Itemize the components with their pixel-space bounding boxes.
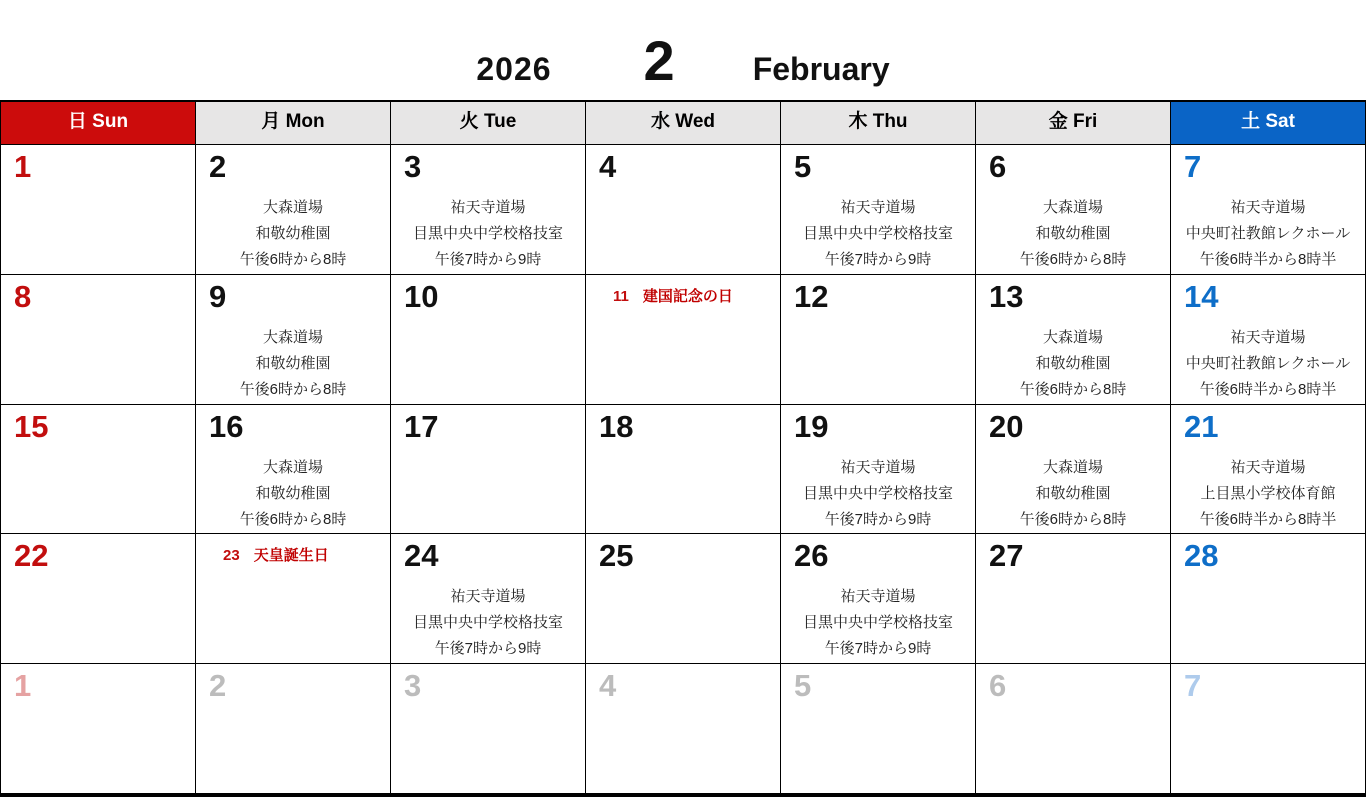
- day-header: [1171, 147, 1365, 189]
- weekday-header-2: 火 Tue: [391, 102, 586, 145]
- event-line: 祐天寺道場: [1230, 328, 1306, 346]
- day-header: [391, 277, 585, 319]
- event-list: [1171, 455, 1365, 533]
- day-number: 9: [209, 278, 227, 314]
- day-cell: [391, 405, 586, 535]
- day-header: [196, 147, 390, 189]
- day-cell: [1, 275, 196, 405]
- day-header: [1171, 407, 1365, 449]
- day-cell: [781, 405, 976, 535]
- day-header: [976, 147, 1170, 189]
- day-cell: [781, 145, 976, 275]
- day-cell: [391, 275, 586, 405]
- day-number: 15: [14, 408, 49, 444]
- event-list: [781, 455, 975, 533]
- day-header: [1, 666, 195, 708]
- event-list: [976, 455, 1170, 533]
- weekday-header-4: 木 Thu: [781, 102, 976, 145]
- event-line: 大森道場: [262, 328, 323, 346]
- event-line: 午後7時から9時: [434, 640, 542, 658]
- calendar-title: [0, 0, 1366, 100]
- day-number: 19: [794, 408, 829, 444]
- holiday-label: 建国記念の日: [642, 287, 733, 305]
- day-header: [1, 536, 195, 578]
- day-header: [1, 277, 195, 319]
- day-number: 11: [613, 287, 629, 305]
- event-line: 午後6時から8時: [1019, 510, 1127, 528]
- day-number: 14: [1184, 278, 1219, 314]
- event-line: 大森道場: [262, 199, 323, 216]
- day-cell: [781, 275, 976, 405]
- event-line: 和敬幼稚園: [1035, 225, 1111, 242]
- event-line: 和敬幼稚園: [255, 484, 331, 502]
- event-line: 午後6時から8時: [1019, 380, 1127, 398]
- day-cell: [586, 275, 781, 405]
- event-line: 大森道場: [1042, 328, 1103, 346]
- event-line: 午後6時半から8時半: [1199, 380, 1337, 398]
- event-line: 午後7時から9時: [824, 640, 932, 658]
- day-header: [781, 277, 975, 319]
- day-cell: [976, 405, 1171, 535]
- event-line: 祐天寺道場: [840, 199, 916, 216]
- event-list: [391, 195, 585, 273]
- event-line: 大森道場: [262, 458, 323, 476]
- day-cell: [1171, 275, 1366, 405]
- day-number: 10: [404, 278, 439, 314]
- day-cell: [586, 145, 781, 275]
- event-line: 祐天寺道場: [450, 199, 526, 216]
- day-header: [391, 666, 585, 708]
- day-number: 3: [404, 668, 422, 704]
- day-number: 13: [989, 278, 1024, 314]
- day-number: 2: [209, 668, 227, 704]
- day-number: 7: [1184, 668, 1202, 704]
- day-header: [586, 666, 780, 708]
- event-line: 中央町社教館レクホール: [1185, 225, 1351, 242]
- day-header: [391, 536, 585, 578]
- event-list: [1171, 195, 1365, 273]
- event-line: 祐天寺道場: [840, 588, 916, 606]
- event-line: 午後7時から9時: [824, 251, 932, 268]
- event-line: 目黒中央中学校格技室: [802, 484, 953, 502]
- day-number: 18: [599, 408, 634, 444]
- weekday-header-0: 日 Sun: [1, 102, 196, 145]
- title-month-number: 2: [643, 29, 675, 92]
- event-list: [196, 195, 390, 273]
- day-cell: [586, 405, 781, 535]
- day-cell: [196, 534, 391, 664]
- day-number: 6: [989, 149, 1007, 184]
- day-cell: [1, 405, 196, 535]
- event-line: 中央町社教館レクホール: [1185, 354, 1351, 372]
- day-number: 12: [794, 278, 829, 314]
- day-header: [1171, 536, 1365, 578]
- day-cell: [1171, 534, 1366, 664]
- weekday-header-3: 水 Wed: [586, 102, 781, 145]
- day-header: [1, 147, 195, 189]
- day-header: [976, 666, 1170, 708]
- day-header: [976, 536, 1170, 578]
- day-number: 6: [989, 668, 1007, 704]
- day-header: [1, 407, 195, 449]
- day-header: [976, 277, 1170, 319]
- day-number: 3: [404, 149, 422, 184]
- holiday-label: 天皇誕生日: [253, 547, 329, 565]
- weekday-header-1: 月 Mon: [196, 102, 391, 145]
- day-number: 26: [794, 538, 829, 574]
- event-list: [781, 195, 975, 273]
- day-cell: [391, 664, 586, 794]
- day-header: [196, 277, 390, 319]
- day-header: [781, 536, 975, 578]
- day-cell: [781, 664, 976, 794]
- day-header: [781, 147, 975, 189]
- event-line: 午後6時から8時: [239, 380, 347, 398]
- day-cell: [196, 275, 391, 405]
- day-cell: [586, 664, 781, 794]
- event-line: 大森道場: [1042, 199, 1103, 216]
- event-line: 和敬幼稚園: [255, 354, 331, 372]
- event-line: 祐天寺道場: [840, 458, 916, 476]
- day-header: [586, 536, 780, 578]
- day-cell: [391, 145, 586, 275]
- weekday-header-5: 金 Fri: [976, 102, 1171, 145]
- day-cell: [781, 534, 976, 664]
- event-list: [976, 325, 1170, 403]
- day-number: 2: [209, 149, 227, 184]
- event-line: 午後6時から8時: [239, 251, 347, 268]
- event-list: [1171, 325, 1365, 403]
- event-line: 和敬幼稚園: [1035, 484, 1111, 502]
- day-number: 24: [404, 538, 439, 574]
- event-line: 目黒中央中学校格技室: [412, 614, 563, 632]
- event-line: 和敬幼稚園: [255, 225, 331, 242]
- title-month-name: February: [752, 51, 890, 87]
- day-cell: [1, 145, 196, 275]
- day-cell: [1171, 145, 1366, 275]
- event-list: [391, 584, 585, 662]
- day-header: [196, 536, 390, 578]
- event-list: [976, 195, 1170, 273]
- event-line: 目黒中央中学校格技室: [802, 614, 953, 632]
- day-number: 4: [599, 668, 617, 704]
- day-cell: [196, 664, 391, 794]
- day-number: 16: [209, 408, 244, 444]
- event-line: 祐天寺道場: [450, 588, 526, 606]
- day-cell: [1, 534, 196, 664]
- day-header: [391, 407, 585, 449]
- event-line: 祐天寺道場: [1230, 458, 1306, 476]
- day-header: [196, 666, 390, 708]
- day-cell: [586, 534, 781, 664]
- day-header: [1171, 277, 1365, 319]
- day-cell: [1171, 664, 1366, 794]
- day-header: [781, 666, 975, 708]
- day-number: 8: [14, 278, 32, 314]
- event-line: 目黒中央中学校格技室: [412, 225, 563, 242]
- day-header: [1171, 666, 1365, 708]
- day-header: [976, 407, 1170, 449]
- calendar-grid: [0, 100, 1366, 797]
- event-line: 午後6時半から8時半: [1199, 510, 1337, 528]
- day-cell: [1, 664, 196, 794]
- event-line: 上目黒小学校体育館: [1200, 484, 1336, 502]
- day-cell: [976, 145, 1171, 275]
- day-number: 20: [989, 408, 1024, 444]
- day-number: 5: [794, 149, 812, 184]
- day-number: 1: [14, 149, 32, 184]
- event-list: [196, 325, 390, 403]
- event-line: 午後6時から8時: [239, 510, 347, 528]
- day-cell: [976, 664, 1171, 794]
- event-list: [196, 455, 390, 533]
- event-line: 午後6時半から8時半: [1199, 251, 1337, 268]
- day-number: 7: [1184, 149, 1202, 184]
- title-year: 2026: [476, 51, 552, 87]
- day-number: 21: [1184, 408, 1219, 444]
- day-number: 5: [794, 668, 812, 704]
- day-header: [586, 147, 780, 189]
- day-header: [586, 277, 780, 319]
- day-cell: [1171, 405, 1366, 535]
- day-header: [391, 147, 585, 189]
- day-number: 4: [599, 149, 617, 184]
- day-cell: [976, 275, 1171, 405]
- event-line: 午後7時から9時: [824, 510, 932, 528]
- day-header: [196, 407, 390, 449]
- day-number: 1: [14, 668, 32, 704]
- day-number: 22: [14, 538, 49, 574]
- event-list: [781, 584, 975, 662]
- event-line: 目黒中央中学校格技室: [802, 225, 953, 242]
- weekday-header-6: 土 Sat: [1171, 102, 1366, 145]
- day-number: 23: [223, 547, 240, 565]
- day-cell: [391, 534, 586, 664]
- day-cell: [196, 145, 391, 275]
- event-line: 大森道場: [1042, 458, 1103, 476]
- event-line: 午後6時から8時: [1019, 251, 1127, 268]
- day-number: 27: [989, 538, 1024, 574]
- event-line: 午後7時から9時: [434, 251, 542, 268]
- day-number: 25: [599, 538, 634, 574]
- day-cell: [196, 405, 391, 535]
- day-header: [586, 407, 780, 449]
- day-cell: [976, 534, 1171, 664]
- day-header: [781, 407, 975, 449]
- event-line: 祐天寺道場: [1230, 199, 1306, 216]
- event-line: 和敬幼稚園: [1035, 354, 1111, 372]
- day-number: 17: [404, 408, 439, 444]
- day-number: 28: [1184, 538, 1219, 574]
